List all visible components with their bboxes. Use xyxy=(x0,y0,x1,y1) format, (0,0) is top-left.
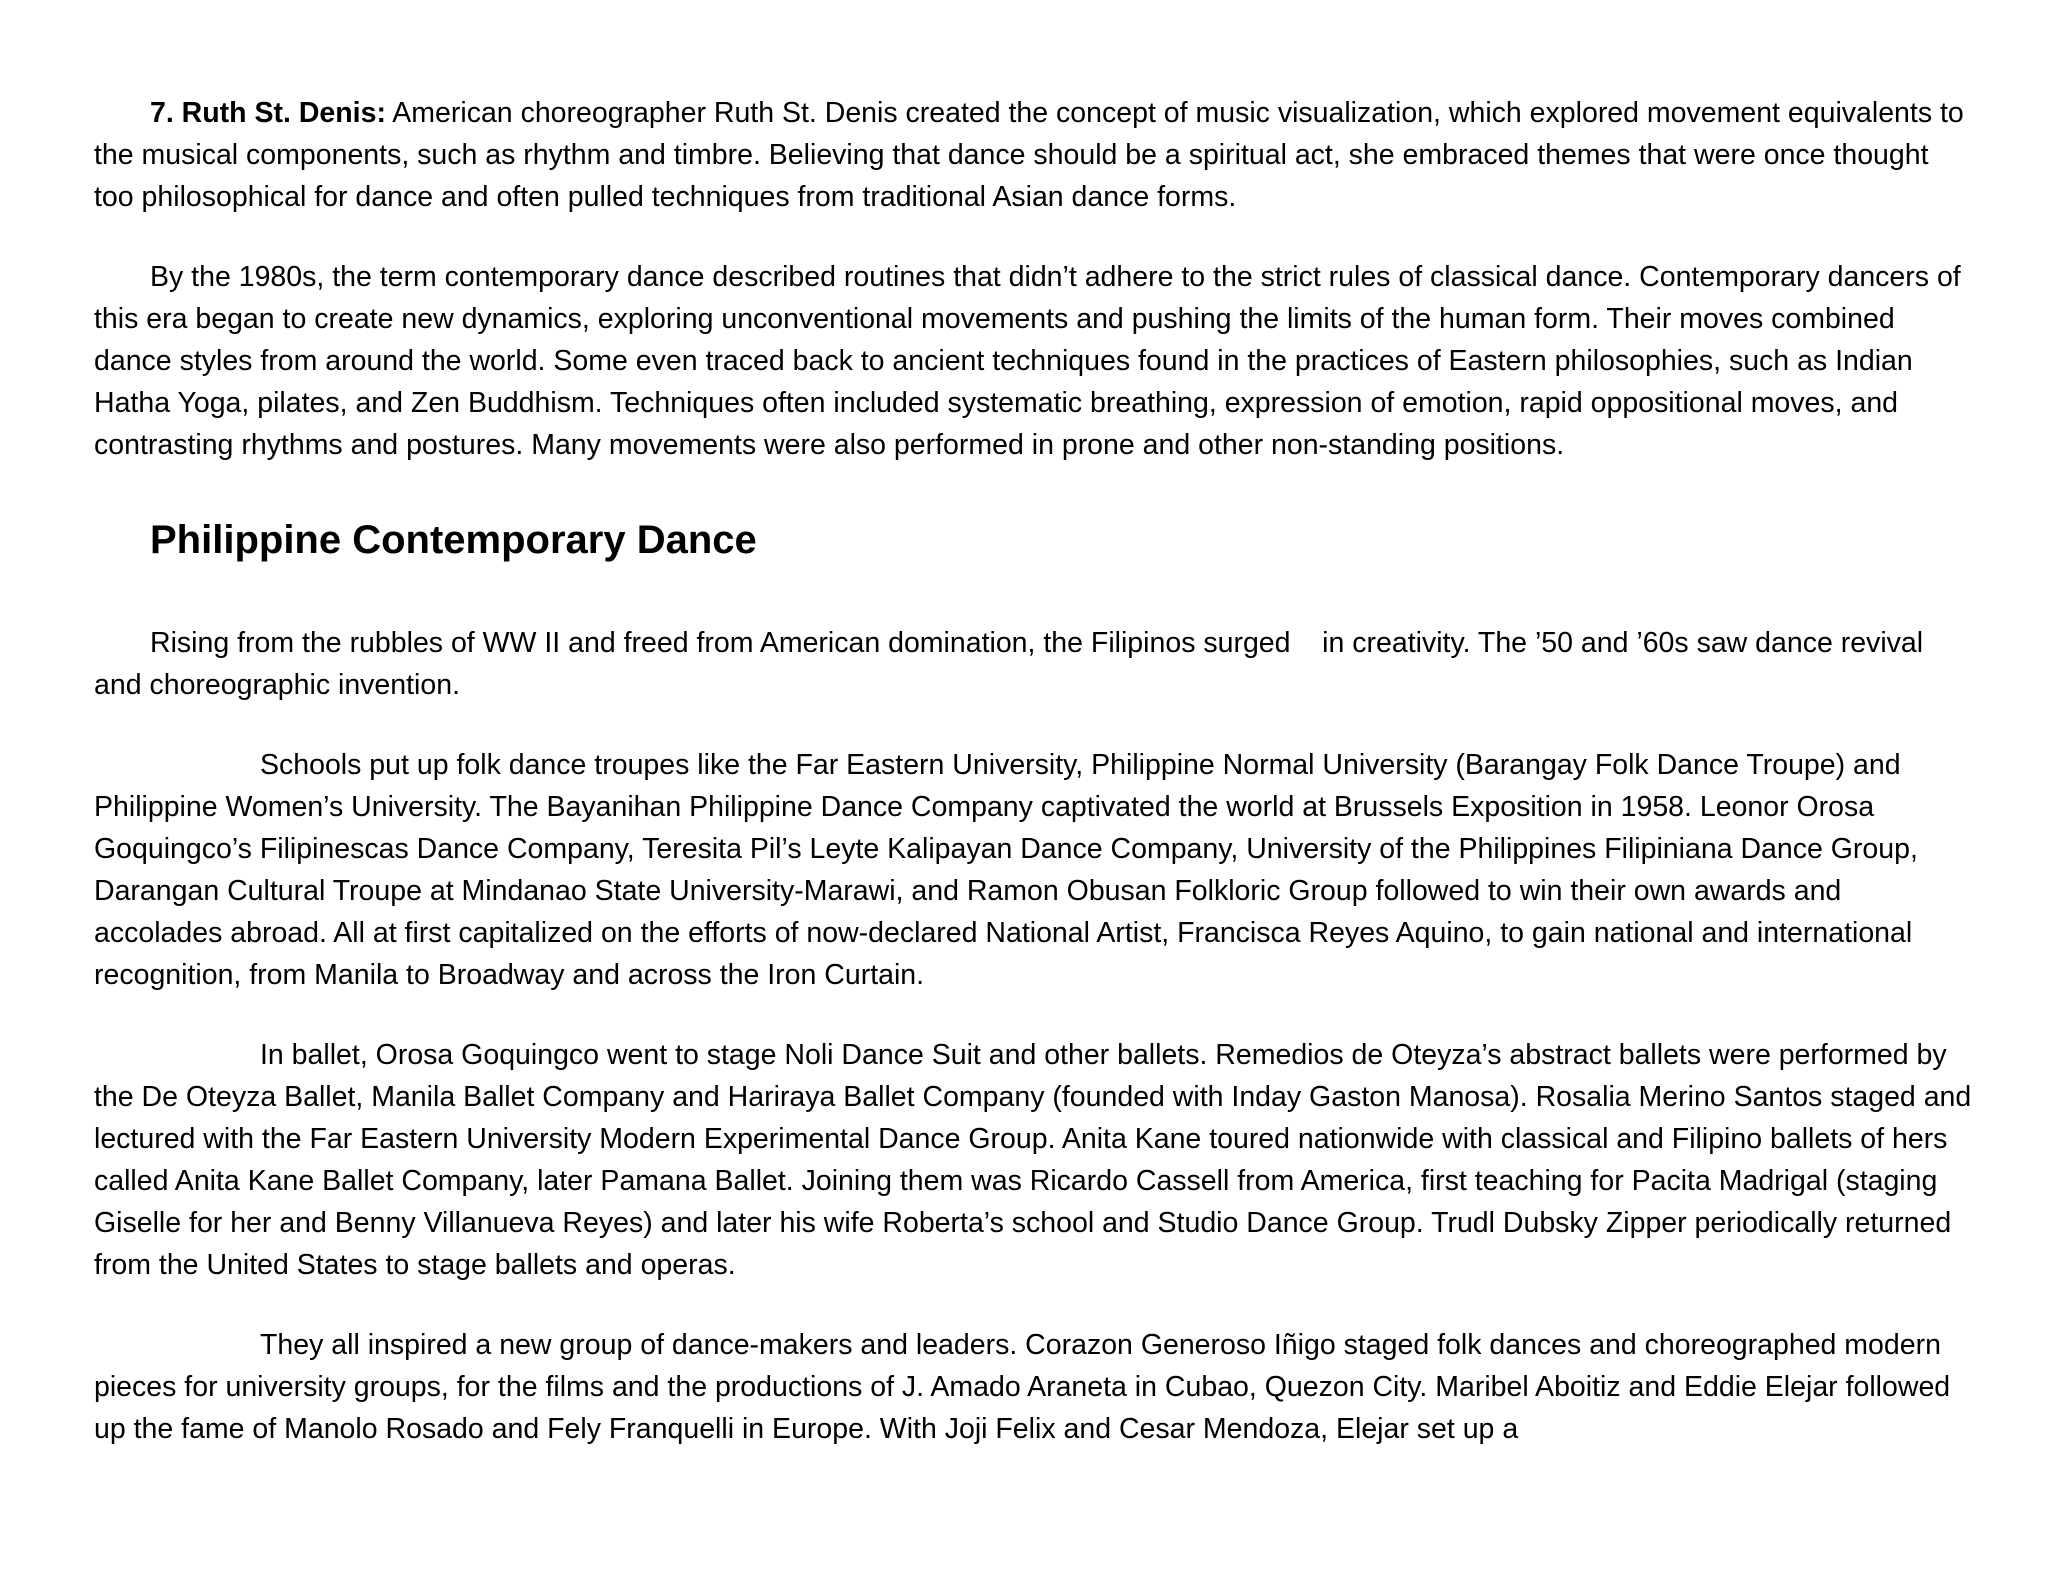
paragraph-1980s: By the 1980s, the term contemporary dance described routines that didn’t adhere to the strict rules of classical dance. Contemporary dancers of this era began to create new dynamics, exploring unconventional movements and pushing the limits of the human form. Their moves combined dance styles from around the world. Some even traced back to ancient techniques found in the practices of Eastern philosophies, such as Indian Hatha Yoga, pilates, and Zen Buddhism. Techniques often included systematic breathing, expression of emotion, rapid oppositional moves, and contrasting rhythms and postures. Many movements were also performed in prone and other non-standing positions. xyxy=(94,261,1961,461)
paragraph-inspired: They all inspired a new group of dance-makers and leaders. Corazon Generoso Iñigo staged folk dances and choreographed modern pieces for university groups, for the films and the productions of J. Amado Araneta in Cubao, Quezon City. Maribel Aboitiz and Eddie Elejar followed up the fame of Manolo Rosado and Fely Franquelli in Europe. With Joji Felix and Cesar Mendoza, Elejar set up a xyxy=(94,1329,1951,1445)
paragraph-spacer xyxy=(94,564,1974,622)
paragraph-ballet: In ballet, Orosa Goquingco went to stage Noli Dance Suit and other ballets. Remedios de Oteyza’s abstract ballets were performed by the De Oteyza Ballet, Manila Ballet Company and Hariraya Ballet Company (founded with Inday Gaston Manosa). Rosalia Merino Santos staged and lectured with the Far Eastern University Modern Experimental Dance Group. Anita Kane toured nationwide with classical and Filipino ballets of hers called Anita Kane Ballet Company, later Pamana Ballet. Joining them was Ricardo Cassell from America, first teaching for Pacita Madrigal (staging Giselle for her and Benny Villanueva Reyes) and later his wife Roberta’s school and Studio Dance Group. Trudl Dubsky Zipper periodically returned from the United States to stage ballets and operas. xyxy=(94,1039,1972,1281)
document-page xyxy=(94,92,1974,1450)
paragraph-schools: Schools put up folk dance troupes like the Far Eastern University, Philippine Normal University (Barangay Folk Dance Troupe) and Philippine Women’s University. The Bayanihan Philippine Dance Company captivated the world at Brussels Exposition in 1958. Leonor Orosa Goquingco’s Filipinescas Dance Company, Teresita Pil’s Leyte Kalipayan Dance Company, University of the Philippines Filipiniana Dance Group, Darangan Cultural Troupe at Mindanao State University-Marawi, and Ramon Obusan Folkloric Group followed to win their own awards and accolades abroad. All at first capitalized on the efforts of now-declared National Artist, Francisca Reyes Aquino, to gain national and international recognition, from Manila to Broadway and across the Iron Curtain. xyxy=(94,749,1918,991)
paragraph-text: American choreographer Ruth St. Denis created the concept of music visualization, which explored movement equivalents to the musical components, such as rhythm and timbre. Believing that dance should be a spiritual act, she embraced themes that were once thought too philosophical for dance and often pulled techniques from traditional Asian dance forms. xyxy=(94,97,1964,213)
paragraph-spacer xyxy=(94,706,1974,744)
section-heading: Philippine Contemporary Dance xyxy=(150,518,757,562)
paragraph-spacer xyxy=(94,996,1974,1034)
paragraph-rising: Rising from the rubbles of WW II and freed from American domination, the Filipinos surged in creativity. The ’50 and ’60s saw dance revival and choreographic invention. xyxy=(94,627,1932,701)
paragraph-ruth-st-denis xyxy=(94,92,1974,218)
paragraph-lead-bold: 7. Ruth St. Denis: xyxy=(150,97,386,129)
paragraph-spacer xyxy=(94,1286,1974,1324)
paragraph-spacer xyxy=(94,218,1974,256)
paragraph-spacer xyxy=(94,466,1974,516)
